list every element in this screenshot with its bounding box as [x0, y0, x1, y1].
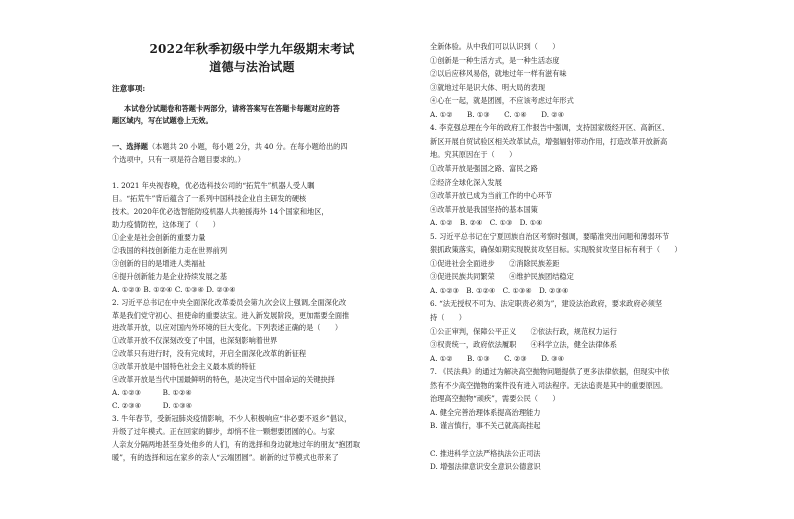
question-line: ①公正审判，保障公平正义 ②依法行政，规范权力运行 — [430, 326, 617, 336]
question-line: 然有不少高空抛物的案件没有进入司法程序。无法追责是其中的重要原因。 — [430, 380, 668, 390]
question-line: 4. 李克强总理在今年的政府工作报告中强调，支持国家级经开区、高新区、 — [430, 123, 670, 133]
question-line: 目。“拓荒牛”背后蕴含了一系列中国科技企业自主研发的硬核 — [112, 193, 307, 203]
question-line: 狠抓政策落实，确保如期实现脱贫攻坚目标。实现脱贫攻坚目标有利于（ ） — [430, 245, 682, 255]
section-heading — [112, 142, 348, 152]
question-line: ②改革只有进行时，没有完成时，开启全面深化改革的新征程 — [112, 349, 307, 359]
question-line: ③就地过年是识大体、明大局的表现 — [430, 82, 546, 92]
exam-title: 2022年秋季初级中学九年级期末考试 — [149, 42, 355, 56]
question-line: ④改革开放是当代中国最鲜明的特色，是决定当代中国命运的关键抉择 — [112, 375, 335, 385]
question-line: 治理高空抛物“顽疾”，需要公民（ ） — [430, 394, 560, 404]
question-line: ①创新是一种生活方式，是一种生活态度 — [430, 55, 560, 65]
question-line: ③创新的目的是增进人类福祉 — [112, 258, 206, 268]
question-line: ④改革开放是我国坚持的基本国策 — [430, 204, 538, 214]
question-line: ③权责统一，政府依法履职 ④科学立法，健全法律体系 — [430, 340, 617, 350]
question-line: 6. “法无授权不可为、法定职责必须为”，建设法治政府，要求政府必须坚 — [430, 299, 663, 309]
question-line: A. ①② B. ②④ C. ①③ D. ①④ — [430, 218, 543, 228]
question-line: 技术。2020年优必选智能防疫机器人共驰援海外 14个国家和地区， — [112, 206, 329, 216]
question-line: ①促进社会全面进步 ②消除民族差距 — [430, 258, 560, 268]
question-line: ③促进民族共同繁荣 ④维护民族团结稳定 — [430, 272, 574, 282]
question-line: ③改革开放已成为当前工作的中心环节 — [430, 191, 553, 201]
question-line: 2. 习近平总书记在中央全面深化改革委员会第九次会议上强调,全面深化改 — [112, 297, 347, 307]
question-line: B. 谨言慎行，事不关己就高高挂起 — [430, 421, 541, 431]
question-line: 进改革开放，以应对国内外环境的巨大变化。下列表述正确的是（ ） — [112, 323, 343, 333]
question-line: 人亲友分隔两地甚至身处他乡的人们，有的选择和身边就地过年的朋友“抱团取 — [112, 440, 361, 449]
notice-line: 本试卷分试题卷和答题卡两部分，请将答案写在答题卡每题对应的答 — [124, 104, 340, 113]
question-line: 地。究其原因在于（ ） — [430, 150, 517, 160]
question-line: ①企业是社会创新的重要力量 — [112, 232, 206, 242]
question-line: 新区开展自贸试验区相关改革试点，增强辐射带动作用，打造改革开放新高 — [430, 136, 668, 146]
question-line: ④提升创新能力是企业持续发展之基 — [112, 271, 228, 281]
question-line: 5. 习近平总书记在宁夏回族自治区考察时强调，要瞄准突出问题和薄弱环节 — [430, 231, 670, 241]
question-line: ②我国的科技创新能力走在世界前列 — [112, 245, 228, 255]
question-line: 暖”，有的选择和远在家乡的亲人“云端团圆”。崭新的过节模式也带来了 — [112, 452, 339, 462]
question-line: C. ②③④ D. ①③④ — [112, 401, 193, 411]
question-line: ①改革开放是强国之路、富民之路 — [430, 163, 538, 173]
notice-label: 注意事项: — [112, 84, 146, 93]
question-line: A. ①② B. ①③ C. ②③ D. ③④ — [430, 353, 565, 363]
question-line: A. ①②③ B. ①②④ — [112, 388, 192, 398]
question-line: A. ①② B. ①③ C. ①④ D. ②④ — [430, 109, 565, 119]
section-heading-bold: 一、选择题 — [112, 142, 148, 151]
question-line: A. ①②③ B. ①②④ C. ①③④ D. ②③④ — [112, 284, 236, 294]
question-line: 升级了过年模式。正在回家的脚步，却悄不住一颗想要团圆的心。与家 — [112, 427, 335, 437]
question-line: D. 增强法律意识安全意识公德意识 — [430, 462, 541, 472]
question-line: 革是我们党守初心、担使命的重要法宝。进入新发展阶段，更加需要全面推 — [112, 310, 350, 320]
question-line: 持（ ） — [430, 313, 466, 322]
question-line: ②以后应移风易俗，就地过年一样有滋有味 — [430, 69, 567, 79]
notice-line: 题区域内，写在试题卷上无效。 — [112, 116, 213, 125]
section-heading-line2: 个选项中，只有一项是符合题目要求的。） — [112, 155, 245, 164]
question-line: 1. 2021 年央视春晚，优必选科技公司的“拓荒牛”机器人受人瞩 — [112, 181, 315, 190]
exam-subtitle: 道德与法治试题 — [209, 60, 295, 74]
question-line: 助力疫情防控，这体现了（ ） — [112, 219, 220, 229]
question-line: ①改革开放不仅深刻改变了中国，也深刻影响着世界 — [112, 336, 278, 346]
question-line: C. 推进科学立法严格执法公正司法 — [430, 448, 541, 458]
question-line: ③改革开放是中国特色社会主义最本质的特征 — [112, 362, 256, 372]
question-line: 7. 《民法典》的通过为解决高空抛物问题提供了更多法律依据，但现实中依 — [430, 367, 670, 377]
question-line: ②经济全球化深入发展 — [430, 177, 502, 187]
question-line: ④心在一起，就是团圆，不应该考虑过年形式 — [430, 96, 574, 106]
question-line: A. 健全完善治理体系提高治理能力 — [430, 407, 541, 417]
question-line: A. ①②③ B. ①②④ C. ①③④ D. ②③④ — [430, 285, 569, 295]
section-heading-rest: （本题共 20 小题，每小题 2分，共 40 分。在每小题给出的四 — [147, 142, 348, 151]
question-line: 3. 牛年春节，受新冠肺炎疫情影响，不少人积极响应“非必要不返乡”倡议， — [112, 414, 352, 424]
question-line: 全新体验。从中我们可以认识到（ ） — [430, 42, 560, 51]
